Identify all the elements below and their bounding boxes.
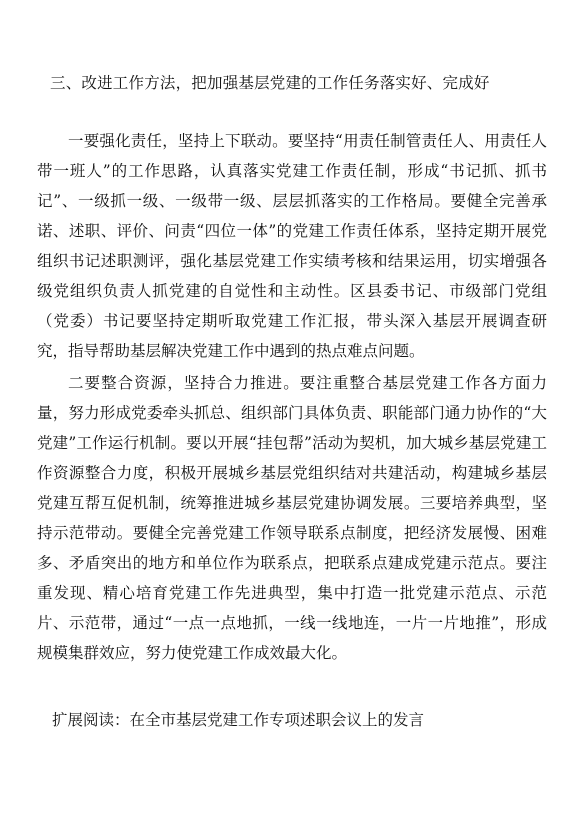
paragraph-resources: 二要整合资源，坚持合力推进。要注重整合基层党建工作各方面力量，努力形成党委牵头抓总、组织部门具体负责、职能部门通力协作的“大党建”工作运行机制。要以开展“挂包帮”活动为契机，加大城乡基层党建工作资源整合力度，积极开展城乡基层党组织结对共建活动，构建城乡基层党建互帮互促机制，统筹推进城乡基层党建协调发展。三要培养典型，坚持示范带动。要健全完善党建工作领导联系点制度，把经济发展慢、困难多、矛盾突出的地方和单位作为联系点，把联系点建成党建示范点。要注重发现、精心培育党建工作先进典型，集中打造一批党建示范点、示范片、示范带，通过“一点一点地抓，一线一线地连，一片一片地推”，形成规模集群效应，努力使党建工作成效最大化。	[37, 374, 547, 662]
section-heading: 三、改进工作方法，把加强基层党建的工作任务落实好、完成好	[50, 74, 490, 92]
extended-reading-link[interactable]: 扩展阅读：在全市基层党建工作专项述职会议上的发言	[52, 711, 425, 729]
paragraph-responsibility: 一要强化责任，坚持上下联动。要坚持“用责任制管责任人、用责任人带一班人”的工作思路，认真落实党建工作责任制，形成“书记抓、抓书记”、一级抓一级、一级带一级、层层抓落实的工作格局。要健全完善承诺、述职、评价、问责“四位一体”的党建工作责任体系，坚持定期开展党组织书记述职测评，强化基层党建工作实绩考核和结果运用，切实增强各级党组织负责人抓党建的自觉性和主动性。区县委书记、市级部门党组（党委）书记要坚持定期听取党建工作汇报，带头深入基层开展调查研究，指导帮助基层解决党建工作中遇到的热点难点问题。	[37, 132, 547, 360]
